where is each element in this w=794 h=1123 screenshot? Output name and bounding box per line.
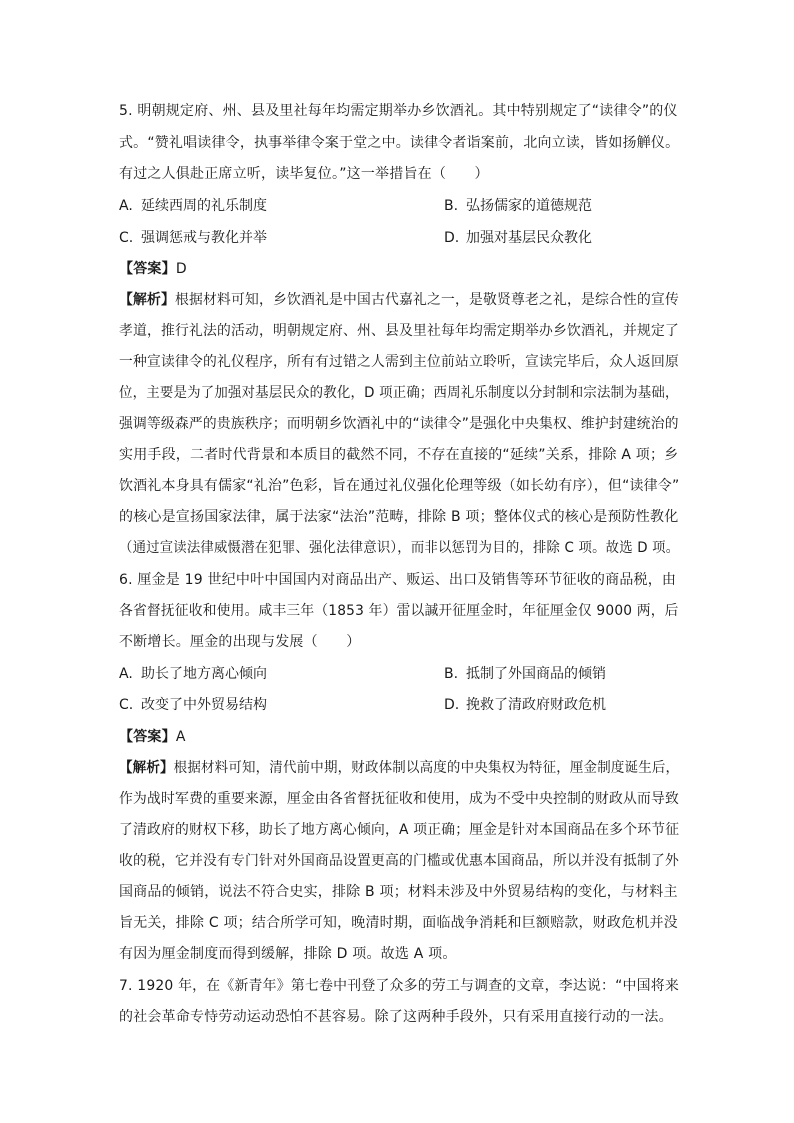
q5-option-c bbox=[119, 228, 267, 248]
q5-analysis-line-2: 孝道，推行礼法的活动，明朝规定府、州、县及里社每年均需定期举办乡饮酒礼，并规定了 bbox=[119, 323, 679, 339]
q7-stem-line-1: 7. 1920 年，在《新青年》第七卷中刊登了众多的劳工与调查的文章，李达说：“中国将来 bbox=[119, 978, 679, 994]
q5-answer bbox=[119, 259, 679, 279]
q5-analysis-line-9: （通过宣读法律威慑潜在犯罪、强化法律意识），而非以惩罚为目的，排除 C 项。故选 D 项。 bbox=[119, 540, 680, 556]
q6-option-c bbox=[119, 695, 267, 715]
q5-option-b bbox=[444, 196, 592, 216]
answer-value: A bbox=[175, 729, 186, 745]
q5-analysis-line-4: 位，主要是为了加强对基层民众的教化，D 项正确；西周礼乐制度以分封制和宗法制为基础， bbox=[119, 385, 679, 401]
q6-analysis-line-7: 有因为厘金制度而得到缓解，排除 D 项。故选 A 项。 bbox=[119, 946, 457, 962]
q6-analysis-line-4: 收的税，它并没有专门针对外国商品设置更高的门槛或优惠本国商品，所以并没有抵制了外 bbox=[119, 853, 679, 869]
answer-tag: 【答案】 bbox=[119, 261, 176, 277]
q6-stem-line-1: 6. 厘金是 19 世纪中叶中国国内对商品出产、贩运、出口及销售等环节征收的商品税，由 bbox=[119, 572, 677, 588]
q5-analysis-line-8: 的核心是宣扬国家法律，属于法家“法治”范畴，排除 B 项；整体仪式的核心是预防性教化 bbox=[119, 509, 679, 525]
option-letter: B. bbox=[444, 198, 459, 214]
option-letter: B. bbox=[444, 666, 459, 682]
option-letter: D. bbox=[444, 230, 460, 246]
option-text: 强调惩戒与教化并举 bbox=[141, 230, 267, 246]
answer-value: D bbox=[175, 261, 187, 277]
q6-stem-line-3: 不断增长。厘金的出现与发展（ ） bbox=[119, 634, 361, 650]
q5-analysis-line-5: 强调等级森严的贵族秩序；而明朝乡饮酒礼中的“读律令”是强化中央集权、维护封建统治的 bbox=[119, 416, 679, 432]
q5-analysis-line-1 bbox=[119, 290, 680, 310]
q6-option-d bbox=[444, 695, 606, 715]
q6-option-b bbox=[444, 664, 606, 684]
option-text: 挽救了清政府财政危机 bbox=[466, 697, 606, 713]
q5-stem-line-2: 式。“赞礼唱读律令，执事举律令案于堂之中。读律令者诣案前，北向立读，皆如扬觯仪。 bbox=[119, 135, 680, 151]
q5-option-a bbox=[119, 196, 267, 216]
option-text: 弘扬儒家的道德规范 bbox=[466, 198, 592, 214]
analysis-text: 根据材料可知，乡饮酒礼是中国古代嘉礼之一，是敬贤尊老之礼，是综合性的宣传 bbox=[175, 292, 680, 308]
option-text: 助长了地方离心倾向 bbox=[141, 666, 267, 682]
option-text: 延续西周的礼乐制度 bbox=[141, 198, 267, 214]
option-letter: A. bbox=[119, 666, 133, 682]
q6-analysis-line-6: 旨无关，排除 C 项；结合所学可知，晚清时期，面临战争消耗和巨额赔款，财政危机并没 bbox=[119, 915, 678, 931]
q6-analysis-line-3: 了清政府的财权下移，助长了地方离心倾向，A 项正确；厘金是针对本国商品在多个环节征 bbox=[119, 822, 680, 838]
analysis-tag: 【解析】 bbox=[119, 292, 176, 308]
q6-answer bbox=[119, 727, 679, 747]
q5-analysis-line-7: 饮酒礼本身具有儒家“礼治”色彩，旨在通过礼仪强化伦理等级（如长幼有序），但“读律令” bbox=[119, 478, 680, 494]
analysis-text: 根据材料可知，清代前中期，财政体制以高度的中央集权为特征，厘金制度诞生后， bbox=[173, 760, 680, 776]
q5-analysis-line-6: 实用手段，二者时代背景和本质目的截然不同，不存在直接的“延续”关系，排除 A 项；乡 bbox=[119, 447, 679, 463]
q5-stem-line-1: 5. 明朝规定府、州、县及里社每年均需定期举办乡饮酒礼。其中特别规定了“读律令”的仪 bbox=[119, 103, 678, 119]
q6-analysis-line-5: 国商品的倾销，说法不符合史实，排除 B 项；材料未涉及中外贸易结构的变化，与材料主 bbox=[119, 884, 678, 900]
q7-stem-line-2: 的社会革命专恃劳动运动恐怕不甚容易。除了这两种手段外，只有采用直接行动的一法。 bbox=[119, 1009, 673, 1025]
option-letter: C. bbox=[119, 697, 134, 713]
q6-option-a bbox=[119, 664, 267, 684]
q6-analysis-line-2: 作为战时军费的重要来源，厘金由各省督抚征收和使用，成为不受中央控制的财政从而导致 bbox=[119, 791, 679, 807]
option-letter: D. bbox=[444, 697, 460, 713]
q6-analysis-line-1 bbox=[119, 758, 680, 778]
option-letter: A. bbox=[119, 198, 133, 214]
q6-stem-line-2: 各省督抚征收和使用。咸丰三年（1853 年）雷以諴开征厘金时，年征厘金仅 9000 两，后 bbox=[119, 603, 679, 619]
q5-analysis-line-3: 一种宣读律令的礼仪程序，所有有过错之人需到主位前站立聆听，宣读完毕后，众人返回原 bbox=[119, 354, 679, 370]
analysis-tag: 【解析】 bbox=[119, 760, 174, 776]
option-text: 加强对基层民众教化 bbox=[466, 230, 592, 246]
option-text: 改变了中外贸易结构 bbox=[141, 697, 267, 713]
q5-option-d bbox=[444, 228, 592, 248]
answer-tag: 【答案】 bbox=[119, 729, 176, 745]
option-letter: C. bbox=[119, 230, 134, 246]
q5-stem-line-3: 有过之人俱赴正席立听，读毕复位。”这一举措旨在（ ） bbox=[119, 166, 489, 182]
option-text: 抵制了外国商品的倾销 bbox=[466, 666, 606, 682]
